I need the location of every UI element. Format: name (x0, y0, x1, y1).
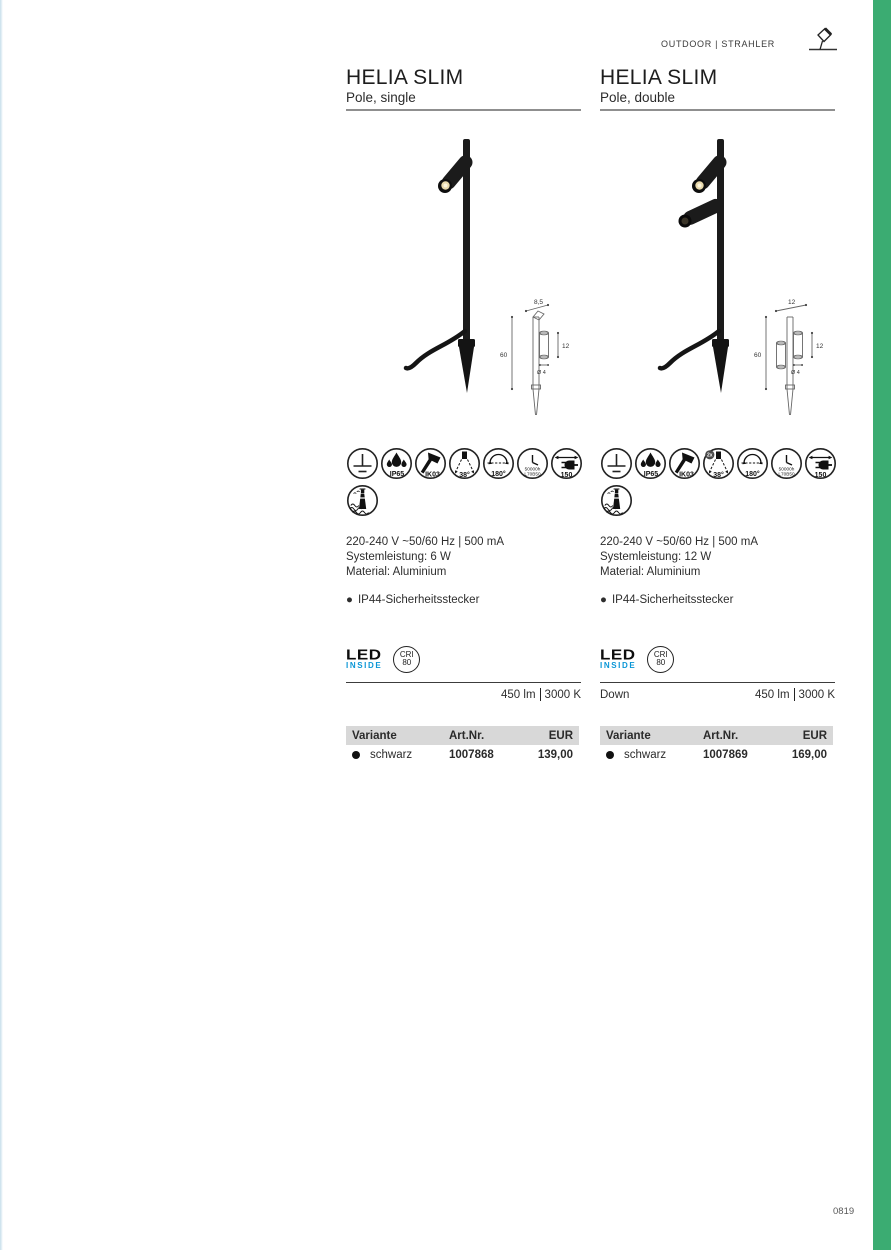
svg-text:38°: 38° (713, 472, 724, 479)
svg-text:180°: 180° (745, 471, 760, 478)
dim-diameter: Ø 4 (537, 370, 546, 376)
photometry-row (346, 687, 581, 702)
page-left-edge (0, 0, 3, 1250)
led-logo-text: LED (346, 645, 382, 663)
feature-text: IP44-Sicherheitsstecker (611, 594, 734, 606)
cri-80-badge: CRI 80 (647, 646, 674, 673)
certification-icon-row (600, 447, 835, 480)
spec-block (346, 535, 581, 580)
rotation-180-icon (482, 447, 515, 480)
svg-text:IP65: IP65 (643, 471, 659, 478)
spec-power: Systemleistung: 12 W (600, 551, 712, 563)
bullet-dot: ● (346, 594, 353, 606)
table-header-row (346, 726, 579, 745)
badge-row (346, 645, 581, 673)
dim-total-height: 60 (754, 352, 762, 359)
spec-material: Material: Aluminium (346, 566, 447, 578)
protection-class-icon (600, 447, 633, 480)
flux-separator (540, 688, 541, 701)
ip65-icon (380, 447, 413, 480)
svg-text:50000h: 50000h (524, 466, 541, 472)
product-column-double (600, 68, 835, 765)
table-header-row (600, 726, 833, 745)
dim-top-width: 12 (788, 299, 796, 306)
spec-voltage: 220-240 V ~50/60 Hz | 500 mA (346, 536, 505, 548)
spotlight-category-icon (806, 26, 840, 54)
color-temperature: 3000 K (798, 688, 835, 701)
cable-length-icon (550, 447, 583, 480)
col-header-artnr: Art.Nr. (703, 729, 739, 742)
svg-text:IK03: IK03 (425, 471, 440, 479)
product-photo-area (600, 111, 835, 447)
led-inside-logo (346, 645, 383, 671)
variant-color-swatch (606, 751, 614, 759)
dim-diameter: Ø 4 (791, 370, 800, 376)
coastal-icon-row (600, 484, 835, 522)
product-column-single (346, 68, 581, 765)
col-header-price: EUR (802, 729, 827, 742)
price-table (346, 726, 579, 765)
product-title: HELIA SLIM (600, 66, 718, 89)
luminous-flux: 450 lm (755, 688, 790, 701)
col-header-price: EUR (548, 729, 573, 742)
dim-total-height: 60 (500, 352, 508, 359)
spec-material: Material: Aluminium (600, 566, 701, 578)
lifetime-50000h-icon (770, 447, 803, 480)
flux-group (501, 688, 581, 701)
page-number: 0819 (833, 1206, 855, 1217)
svg-text:L70B50: L70B50 (778, 471, 795, 477)
variant-color-swatch (352, 751, 360, 759)
table-row (346, 745, 579, 765)
beam-direction-label: Down (600, 688, 630, 701)
photometry-divider (346, 682, 581, 683)
col-header-artnr: Art.Nr. (449, 729, 485, 742)
rotation-180-icon (736, 447, 769, 480)
color-temperature: 3000 K (544, 688, 581, 701)
flux-group (755, 688, 835, 701)
photometry-divider (600, 682, 835, 683)
svg-text:38°: 38° (459, 472, 470, 479)
luminous-flux: 450 lm (501, 688, 536, 701)
photometry-row (600, 687, 835, 702)
svg-text:IP65: IP65 (389, 471, 405, 478)
feature-text: IP44-Sicherheitsstecker (357, 594, 480, 606)
feature-bullet (346, 594, 581, 606)
beam-angle-2x-icon (702, 447, 735, 480)
price-eur: 169,00 (791, 749, 827, 761)
protection-class-icon (346, 447, 379, 480)
variant-name: schwarz (624, 749, 667, 761)
variant-name: schwarz (370, 749, 413, 761)
dim-top-width: 8,5 (534, 299, 544, 306)
category-color-bar (873, 0, 891, 1250)
lighthouse-coastal-icon (600, 484, 633, 517)
led-logo-text: LED (600, 645, 636, 663)
led-inside-logo (600, 645, 637, 671)
ik03-icon (414, 447, 447, 480)
svg-text:IK03: IK03 (679, 471, 694, 479)
dim-head-height: 12 (816, 343, 824, 350)
bullet-dot: ● (600, 594, 607, 606)
article-number: 1007869 (703, 749, 748, 761)
svg-text:180°: 180° (491, 471, 506, 478)
svg-text:L70B50: L70B50 (524, 471, 541, 477)
coastal-icon-row (346, 484, 581, 522)
price-eur: 139,00 (537, 749, 573, 761)
category-breadcrumb: OUTDOOR | STRAHLER (661, 39, 775, 49)
price-table (600, 726, 833, 765)
spec-power: Systemleistung: 6 W (346, 551, 451, 563)
lifetime-50000h-icon (516, 447, 549, 480)
lighthouse-coastal-icon (346, 484, 379, 517)
spec-voltage: 220-240 V ~50/60 Hz | 500 mA (600, 536, 759, 548)
svg-text:50000h: 50000h (778, 466, 795, 472)
feature-bullet (600, 594, 835, 606)
beam-angle-icon (448, 447, 481, 480)
flux-separator (794, 688, 795, 701)
col-header-variant: Variante (352, 729, 397, 742)
product-photo-area (346, 111, 581, 447)
dimension-diagram (750, 297, 845, 422)
table-row (600, 745, 833, 765)
ip65-icon (634, 447, 667, 480)
spec-block (600, 535, 835, 580)
led-inside-text: INSIDE (346, 660, 383, 670)
product-subtitle: Pole, single (346, 90, 416, 105)
col-header-variant: Variante (606, 729, 651, 742)
badge-row (600, 645, 835, 673)
cable-length-icon (804, 447, 837, 480)
product-subtitle: Pole, double (600, 90, 676, 105)
cri-80-badge: CRI 80 (393, 646, 420, 673)
certification-icon-row (346, 447, 581, 480)
ik03-icon (668, 447, 701, 480)
svg-text:150: 150 (560, 472, 573, 479)
product-title: HELIA SLIM (346, 66, 464, 89)
dim-head-height: 12 (562, 343, 570, 350)
led-inside-text: INSIDE (600, 660, 637, 670)
article-number: 1007868 (449, 749, 494, 761)
svg-text:2x: 2x (707, 452, 713, 459)
svg-text:150: 150 (814, 472, 827, 479)
dimension-diagram (496, 297, 591, 422)
